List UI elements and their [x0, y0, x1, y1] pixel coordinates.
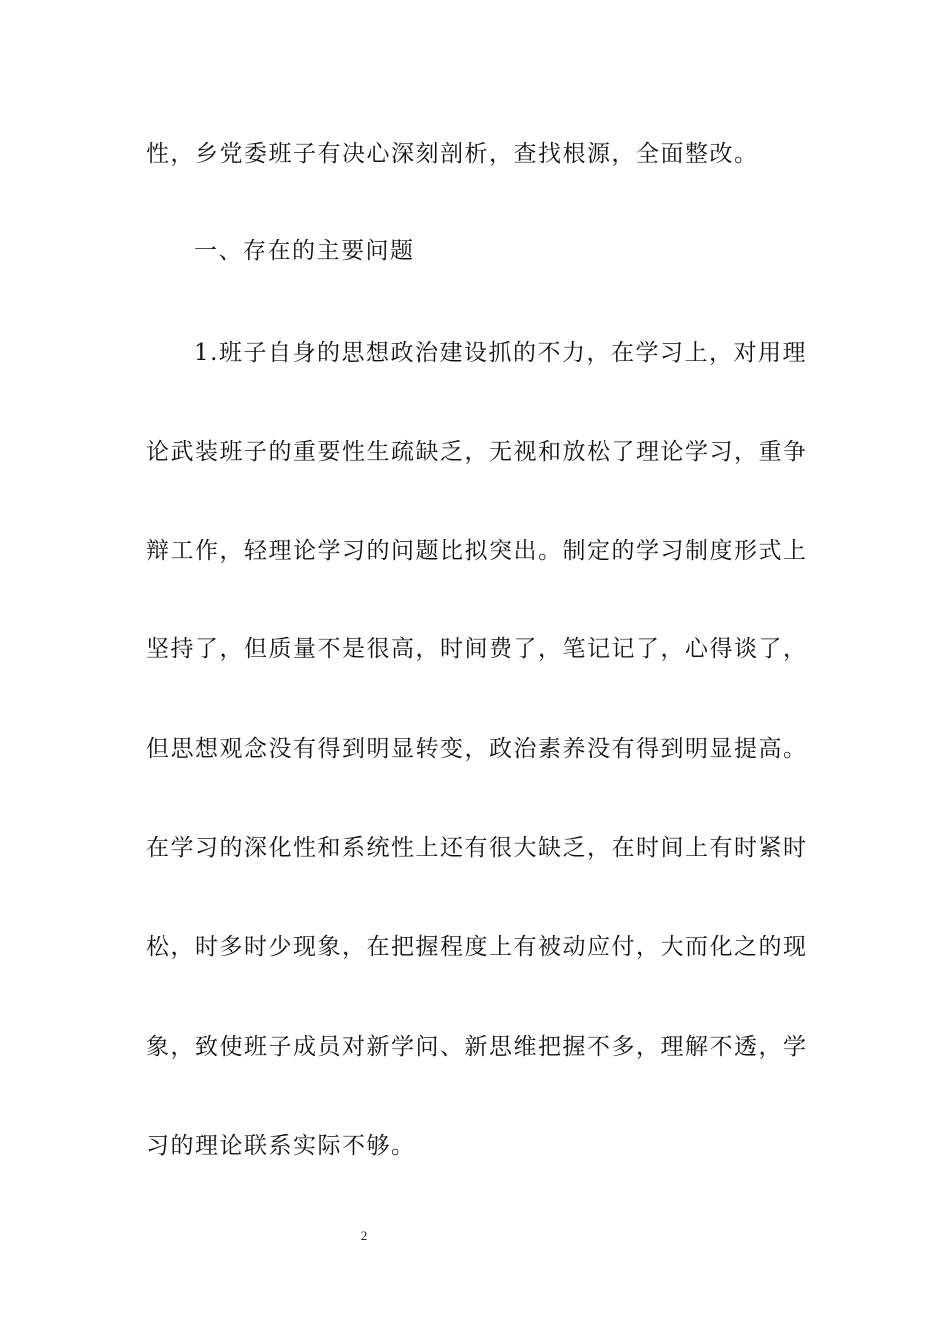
text-line-5: 辩工作，轻理论学习的问题比拟突出。制定的学习制度形式上 [146, 538, 808, 564]
text-line-10: 象，致使班子成员对新学问、新思维把握不多，理解不透，学 [146, 1034, 808, 1060]
text-line-3: 1.班子自身的思想政治建设抓的不力，在学习上，对用理 [194, 340, 807, 366]
section-heading: 一、存在的主要问题 [194, 238, 415, 264]
text-line-1: 性，乡党委班子有决心深刻剖析，查找根源，全面整改。 [146, 141, 759, 167]
text-line-8: 在学习的深化性和系统性上还有很大缺乏，在时间上有时紧时 [146, 835, 808, 861]
text-line-6: 坚持了，但质量不是很高，时间费了，笔记记了，心得谈了， [146, 636, 808, 662]
text-line-7: 但思想观念没有得到明显转变，政治素养没有得到明显提高。 [146, 736, 808, 762]
page-number: 2 [360, 1228, 368, 1243]
text-line-9: 松，时多时少现象，在把握程度上有被动应付，大而化之的现 [146, 934, 808, 960]
text-line-11: 习的理论联系实际不够。 [146, 1133, 416, 1159]
text-line-4: 论武装班子的重要性生疏缺乏，无视和放松了理论学习，重争 [146, 439, 808, 465]
